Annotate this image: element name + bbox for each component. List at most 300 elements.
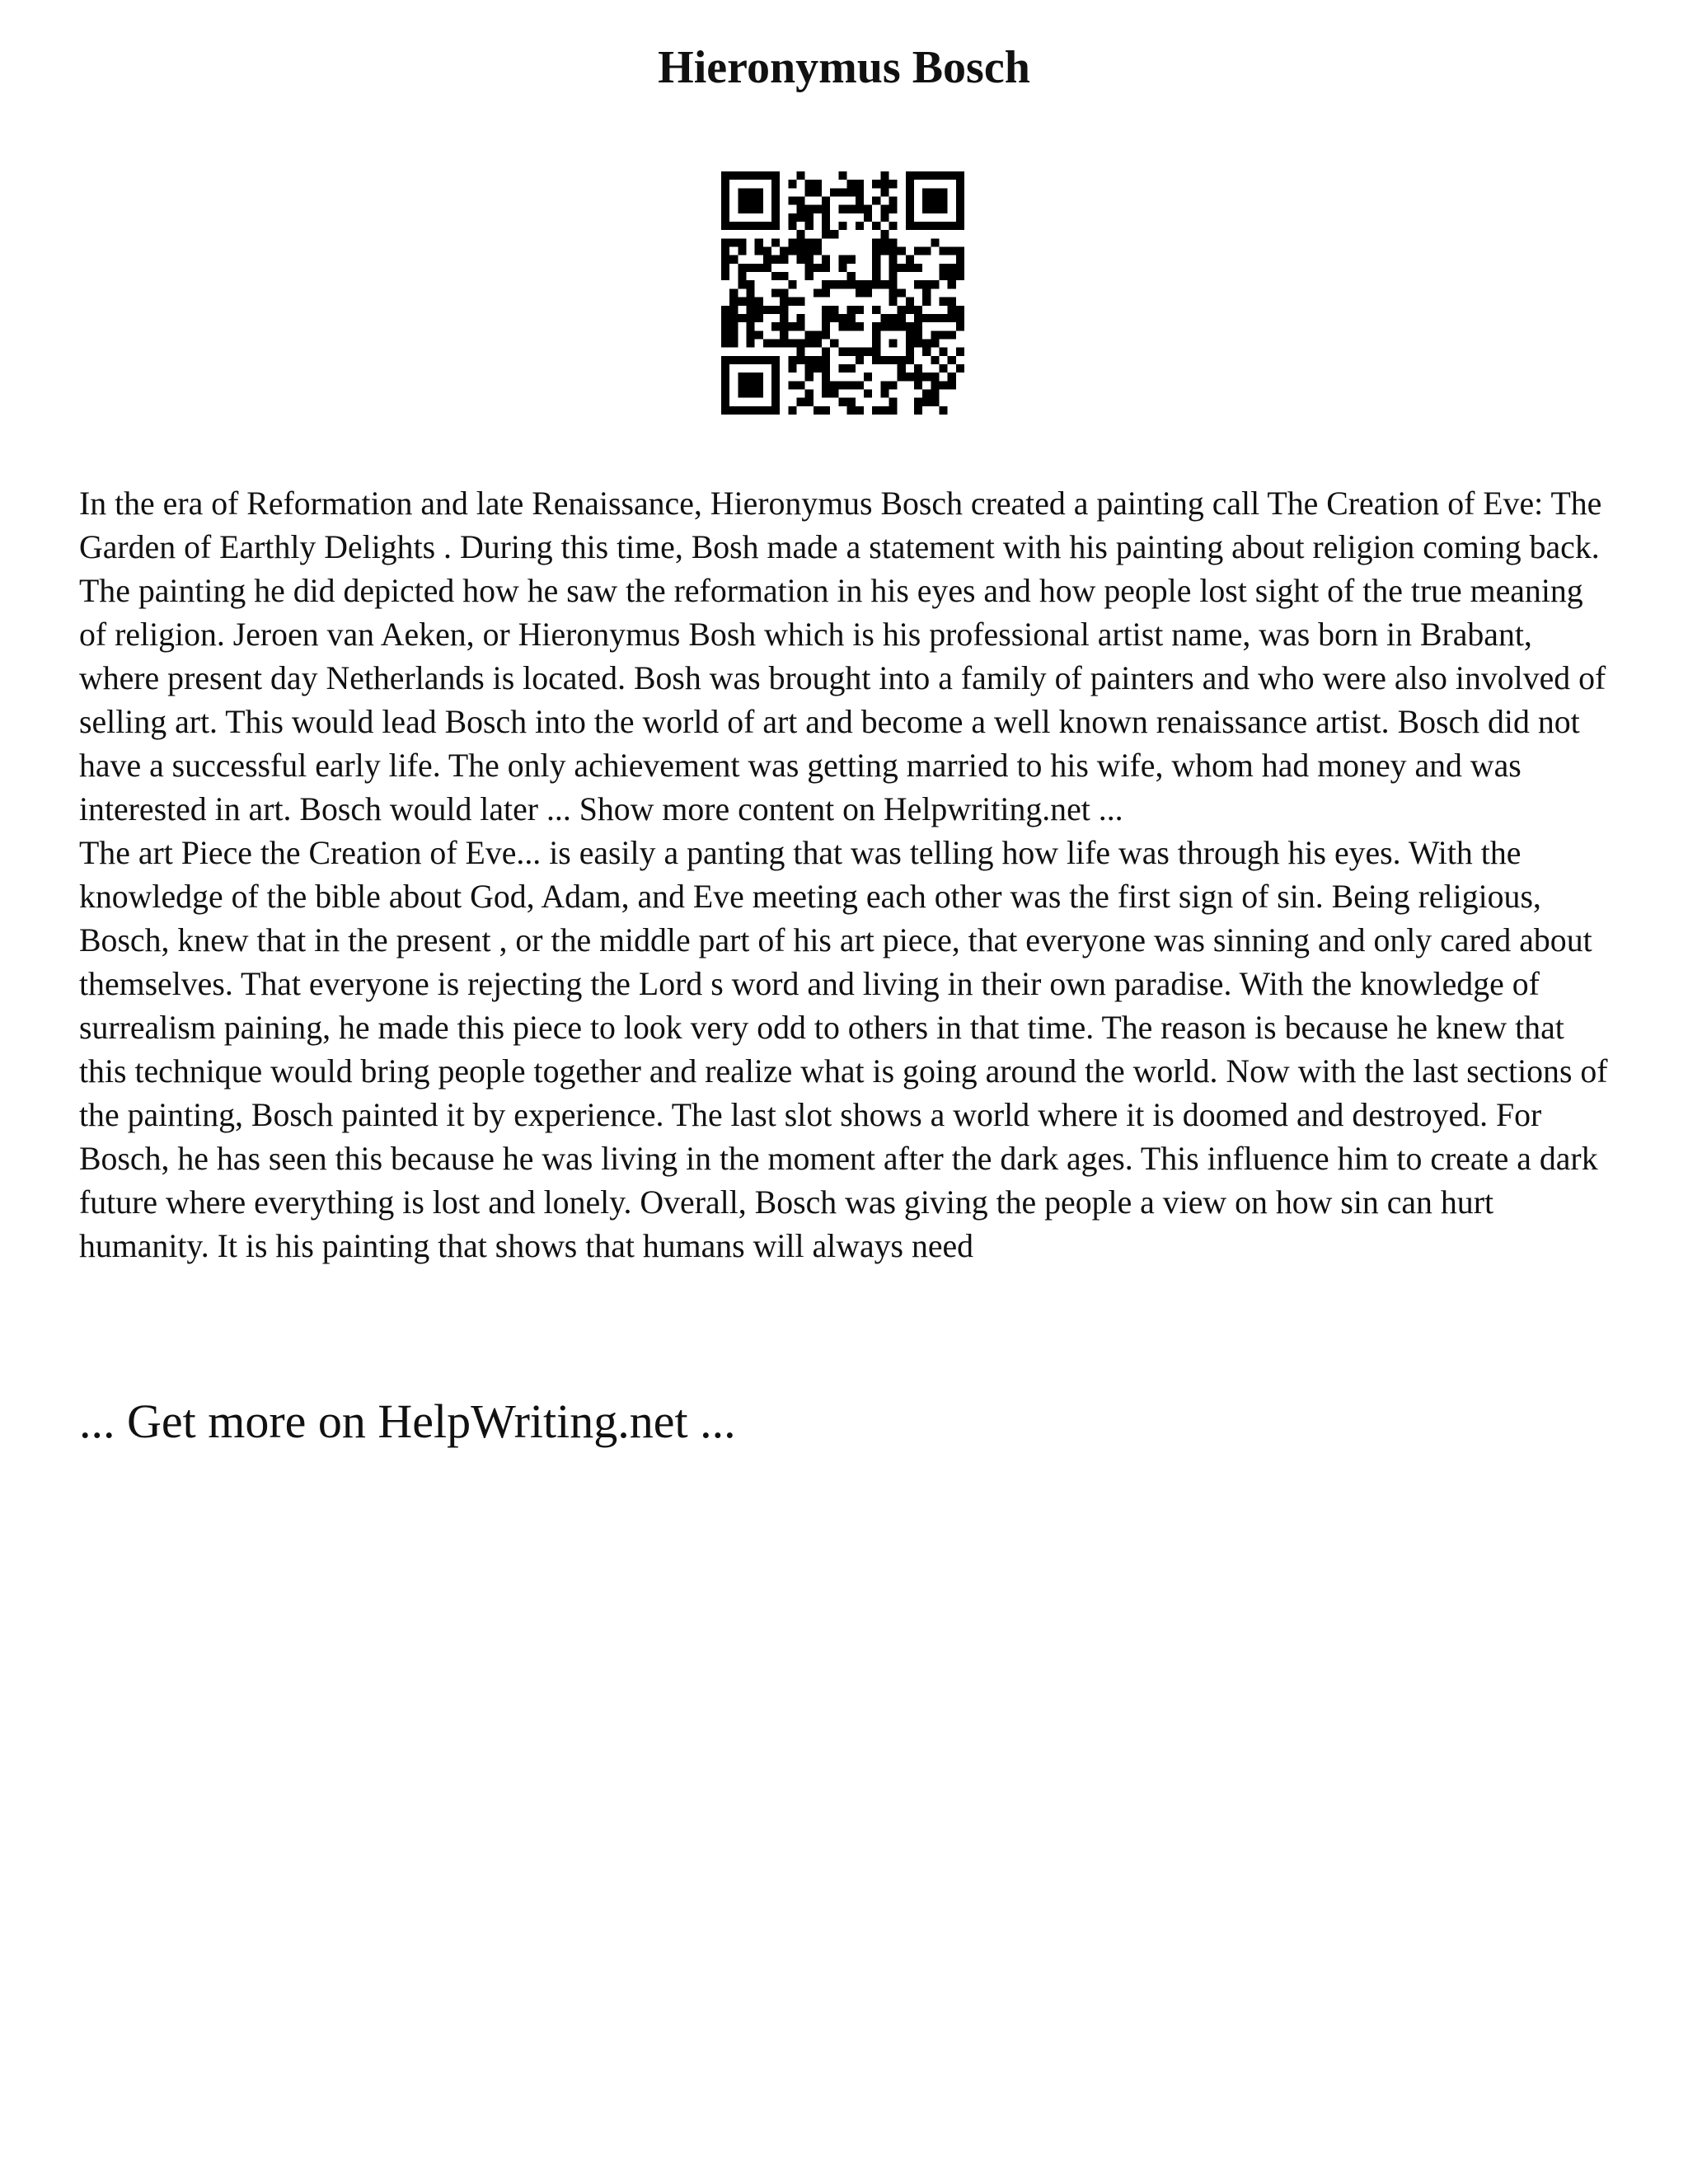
qr-module <box>822 222 830 230</box>
qr-module <box>922 298 931 306</box>
qr-module <box>822 280 830 288</box>
qr-module <box>914 314 922 322</box>
qr-module <box>805 238 814 246</box>
qr-module <box>788 280 796 288</box>
qr-module <box>797 398 805 406</box>
qr-module <box>872 280 880 288</box>
qr-module <box>822 322 830 330</box>
qr-module <box>814 356 822 364</box>
qr-module <box>948 222 956 230</box>
qr-module <box>738 298 746 306</box>
qr-module <box>771 205 780 213</box>
qr-module <box>922 398 931 406</box>
qr-module <box>956 180 964 188</box>
qr-module <box>856 381 864 389</box>
qr-module <box>747 381 755 389</box>
qr-code-graphic <box>721 171 964 415</box>
qr-module <box>931 381 939 389</box>
qr-module <box>838 255 846 264</box>
qr-module <box>755 205 763 213</box>
qr-module <box>939 222 947 230</box>
qr-module <box>771 222 780 230</box>
qr-module <box>721 406 729 415</box>
qr-module <box>738 197 746 205</box>
qr-module <box>763 406 771 415</box>
qr-module <box>906 180 914 188</box>
qr-module <box>898 364 906 373</box>
qr-module <box>747 406 755 415</box>
qr-module <box>771 306 780 314</box>
qr-module <box>872 330 880 339</box>
qr-module <box>797 197 805 205</box>
qr-module <box>922 348 931 356</box>
qr-module <box>771 381 780 389</box>
qr-module <box>721 197 729 205</box>
qr-module <box>747 171 755 180</box>
qr-module <box>805 373 814 381</box>
qr-module <box>880 381 889 389</box>
qr-module <box>755 330 763 339</box>
qr-module <box>763 247 771 255</box>
qr-module <box>747 197 755 205</box>
qr-module <box>906 188 914 196</box>
qr-module <box>939 264 947 272</box>
qr-module <box>788 356 796 364</box>
qr-module <box>797 171 805 180</box>
qr-module <box>931 188 939 196</box>
qr-module <box>856 180 864 188</box>
qr-module <box>738 314 746 322</box>
qr-module <box>729 171 738 180</box>
qr-module <box>797 298 805 306</box>
qr-module <box>755 222 763 230</box>
qr-module <box>721 213 729 222</box>
qr-module <box>721 180 729 188</box>
qr-module <box>738 222 746 230</box>
qr-module <box>755 188 763 196</box>
qr-module <box>906 255 914 264</box>
qr-module <box>922 222 931 230</box>
qr-module <box>822 255 830 264</box>
qr-module <box>747 330 755 339</box>
qr-module <box>914 171 922 180</box>
qr-module <box>856 348 864 356</box>
qr-module <box>931 205 939 213</box>
qr-module <box>747 314 755 322</box>
qr-module <box>805 272 814 280</box>
qr-module <box>721 171 729 180</box>
qr-module <box>788 406 796 415</box>
qr-module <box>880 230 889 238</box>
qr-module <box>872 247 880 255</box>
qr-module <box>956 322 964 330</box>
qr-module <box>822 356 830 364</box>
qr-module <box>898 264 906 272</box>
qr-module <box>838 205 846 213</box>
qr-module <box>889 222 897 230</box>
qr-module <box>847 188 856 196</box>
qr-module <box>838 188 846 196</box>
qr-module <box>872 272 880 280</box>
qr-module <box>805 330 814 339</box>
qr-module <box>721 188 729 196</box>
qr-module <box>856 322 864 330</box>
get-more-link[interactable]: ... Get more on HelpWriting.net ... <box>79 1394 736 1448</box>
qr-module <box>721 339 729 347</box>
qr-module <box>931 314 939 322</box>
qr-module <box>880 238 889 246</box>
qr-module <box>755 171 763 180</box>
qr-module <box>847 255 856 264</box>
qr-module <box>914 247 922 255</box>
qr-module <box>880 314 889 322</box>
qr-module <box>889 272 897 280</box>
qr-module <box>822 306 830 314</box>
qr-module <box>729 238 738 246</box>
qr-module <box>906 322 914 330</box>
qr-module <box>948 298 956 306</box>
qr-module <box>838 381 846 389</box>
qr-module <box>721 381 729 389</box>
qr-module <box>771 197 780 205</box>
qr-module <box>922 171 931 180</box>
qr-module <box>948 381 956 389</box>
qr-module <box>914 264 922 272</box>
qr-module <box>721 205 729 213</box>
qr-module <box>906 264 914 272</box>
qr-module <box>805 356 814 364</box>
qr-module <box>729 330 738 339</box>
qr-module <box>914 381 922 389</box>
qr-module <box>797 247 805 255</box>
qr-module <box>822 381 830 389</box>
qr-module <box>880 247 889 255</box>
qr-module <box>780 306 788 314</box>
qr-module <box>822 213 830 222</box>
qr-module <box>805 222 814 230</box>
qr-module <box>856 406 864 415</box>
qr-module <box>738 389 746 397</box>
qr-module <box>788 213 796 222</box>
qr-module <box>771 288 780 297</box>
qr-module <box>922 339 931 347</box>
qr-module <box>872 406 880 415</box>
qr-module <box>780 272 788 280</box>
qr-module <box>889 255 897 264</box>
qr-module <box>939 298 947 306</box>
qr-module <box>814 188 822 196</box>
qr-module <box>838 322 846 330</box>
qr-module <box>780 255 788 264</box>
qr-module <box>864 373 872 381</box>
qr-module <box>771 188 780 196</box>
qr-module <box>931 330 939 339</box>
qr-module <box>755 406 763 415</box>
qr-module <box>864 213 872 222</box>
qr-module <box>889 339 897 347</box>
qr-module <box>847 322 856 330</box>
qr-module <box>747 288 755 297</box>
qr-module <box>914 364 922 373</box>
qr-module <box>788 197 796 205</box>
qr-module <box>922 314 931 322</box>
qr-module <box>872 306 880 314</box>
qr-module <box>738 381 746 389</box>
qr-module <box>729 222 738 230</box>
qr-module <box>914 373 922 381</box>
qr-module <box>771 356 780 364</box>
qr-module <box>838 222 846 230</box>
qr-module <box>788 247 796 255</box>
qr-module <box>830 280 838 288</box>
qr-module <box>864 205 872 213</box>
qr-module <box>814 406 822 415</box>
qr-module <box>856 222 864 230</box>
qr-module <box>738 356 746 364</box>
qr-module <box>738 171 746 180</box>
qr-module <box>721 314 729 322</box>
qr-module <box>898 356 906 364</box>
qr-module <box>847 205 856 213</box>
qr-module <box>747 222 755 230</box>
qr-module <box>797 213 805 222</box>
qr-module <box>838 398 846 406</box>
qr-module <box>814 247 822 255</box>
qr-module <box>838 264 846 272</box>
qr-module <box>889 197 897 205</box>
qr-module <box>797 348 805 356</box>
qr-module <box>889 356 897 364</box>
qr-code-icon[interactable] <box>721 171 964 415</box>
qr-module <box>755 381 763 389</box>
qr-module <box>847 180 856 188</box>
qr-module <box>721 247 729 255</box>
qr-module <box>948 280 956 288</box>
qr-module <box>771 389 780 397</box>
qr-module <box>956 171 964 180</box>
qr-module <box>805 188 814 196</box>
qr-module <box>830 306 838 314</box>
qr-module <box>889 381 897 389</box>
qr-module <box>889 322 897 330</box>
qr-module <box>847 272 856 280</box>
qr-module <box>948 171 956 180</box>
qr-module <box>822 389 830 397</box>
qr-module <box>880 188 889 196</box>
qr-module <box>738 247 746 255</box>
qr-module <box>729 314 738 322</box>
qr-module <box>729 306 738 314</box>
qr-module <box>906 213 914 222</box>
qr-module <box>922 389 931 397</box>
qr-module <box>747 298 755 306</box>
qr-module <box>931 339 939 347</box>
qr-module <box>931 398 939 406</box>
qr-module <box>771 322 780 330</box>
qr-module <box>721 238 729 246</box>
qr-module <box>755 238 763 246</box>
qr-module <box>822 348 830 356</box>
qr-module <box>847 398 856 406</box>
qr-module <box>738 373 746 381</box>
qr-module <box>721 222 729 230</box>
qr-module <box>805 339 814 347</box>
qr-module <box>747 339 755 347</box>
qr-module <box>880 205 889 213</box>
qr-module <box>780 339 788 347</box>
qr-module <box>880 213 889 222</box>
qr-module <box>729 288 738 297</box>
qr-module <box>872 238 880 246</box>
qr-module <box>880 280 889 288</box>
qr-module <box>922 197 931 205</box>
qr-module <box>948 247 956 255</box>
qr-module <box>738 264 746 272</box>
qr-module <box>822 373 830 381</box>
qr-module <box>906 356 914 364</box>
qr-module <box>729 339 738 347</box>
qr-module <box>889 398 897 406</box>
qr-module <box>906 298 914 306</box>
qr-module <box>880 356 889 364</box>
qr-module <box>763 264 771 272</box>
qr-module <box>838 348 846 356</box>
qr-module <box>847 314 856 322</box>
qr-module <box>956 314 964 322</box>
qr-module <box>797 238 805 246</box>
qr-module <box>747 205 755 213</box>
qr-module <box>898 306 906 314</box>
qr-module <box>939 330 947 339</box>
qr-module <box>906 339 914 347</box>
qr-module <box>922 280 931 288</box>
qr-module <box>872 264 880 272</box>
qr-module <box>729 255 738 264</box>
qr-module <box>780 298 788 306</box>
qr-module <box>763 222 771 230</box>
qr-module <box>838 364 846 373</box>
qr-module <box>771 180 780 188</box>
qr-module <box>788 298 796 306</box>
qr-module <box>898 247 906 255</box>
qr-module <box>906 330 914 339</box>
qr-module <box>914 306 922 314</box>
qr-module <box>780 247 788 255</box>
qr-module <box>872 222 880 230</box>
qr-module <box>738 272 746 280</box>
qr-module <box>771 373 780 381</box>
qr-module <box>814 180 822 188</box>
qr-module <box>872 322 880 330</box>
qr-module <box>956 264 964 272</box>
qr-module <box>948 330 956 339</box>
qr-module <box>864 288 872 297</box>
qr-module <box>747 389 755 397</box>
qr-module <box>822 288 830 297</box>
qr-module <box>956 188 964 196</box>
qr-module <box>814 264 822 272</box>
qr-module <box>838 314 846 322</box>
qr-module <box>771 213 780 222</box>
qr-module <box>847 348 856 356</box>
qr-module <box>729 322 738 330</box>
qr-module <box>880 406 889 415</box>
qr-module <box>956 306 964 314</box>
qr-module <box>906 373 914 381</box>
qr-module <box>931 238 939 246</box>
qr-module <box>780 314 788 322</box>
qr-module <box>939 364 947 373</box>
qr-module <box>822 314 830 322</box>
qr-module <box>780 322 788 330</box>
qr-module <box>797 339 805 347</box>
qr-module <box>721 306 729 314</box>
qr-module <box>880 171 889 180</box>
qr-module <box>889 247 897 255</box>
qr-module <box>914 322 922 330</box>
qr-module <box>814 288 822 297</box>
qr-module <box>906 222 914 230</box>
qr-module <box>939 197 947 205</box>
qr-module <box>948 272 956 280</box>
qr-module <box>747 264 755 272</box>
qr-module <box>856 205 864 213</box>
qr-module <box>931 197 939 205</box>
qr-module <box>721 364 729 373</box>
qr-module <box>747 280 755 288</box>
qr-module <box>814 238 822 246</box>
qr-module <box>788 322 796 330</box>
qr-module <box>830 314 838 322</box>
qr-module <box>856 280 864 288</box>
qr-module <box>914 280 922 288</box>
qr-module <box>956 255 964 264</box>
qr-module <box>763 306 771 314</box>
qr-module <box>755 264 763 272</box>
qr-module <box>922 247 931 255</box>
qr-module <box>872 197 880 205</box>
qr-module <box>838 171 846 180</box>
qr-module <box>805 264 814 272</box>
qr-module <box>906 348 914 356</box>
qr-module <box>939 272 947 280</box>
qr-module <box>948 264 956 272</box>
qr-module <box>939 188 947 196</box>
qr-module <box>939 314 947 322</box>
qr-module <box>889 298 897 306</box>
qr-module <box>939 348 947 356</box>
qr-module <box>939 247 947 255</box>
qr-module <box>805 205 814 213</box>
qr-module <box>880 322 889 330</box>
qr-module <box>755 373 763 381</box>
qr-module <box>847 306 856 314</box>
qr-module <box>738 406 746 415</box>
page-title: Hieronymus Bosch <box>658 42 1030 93</box>
qr-module <box>914 330 922 339</box>
qr-module <box>771 364 780 373</box>
qr-module <box>747 188 755 196</box>
qr-module <box>914 339 922 347</box>
qr-module <box>889 314 897 322</box>
qr-module <box>956 205 964 213</box>
qr-module <box>864 280 872 288</box>
qr-module <box>914 398 922 406</box>
qr-module <box>797 381 805 389</box>
qr-module <box>805 180 814 188</box>
qr-module <box>856 288 864 297</box>
qr-module <box>721 322 729 330</box>
